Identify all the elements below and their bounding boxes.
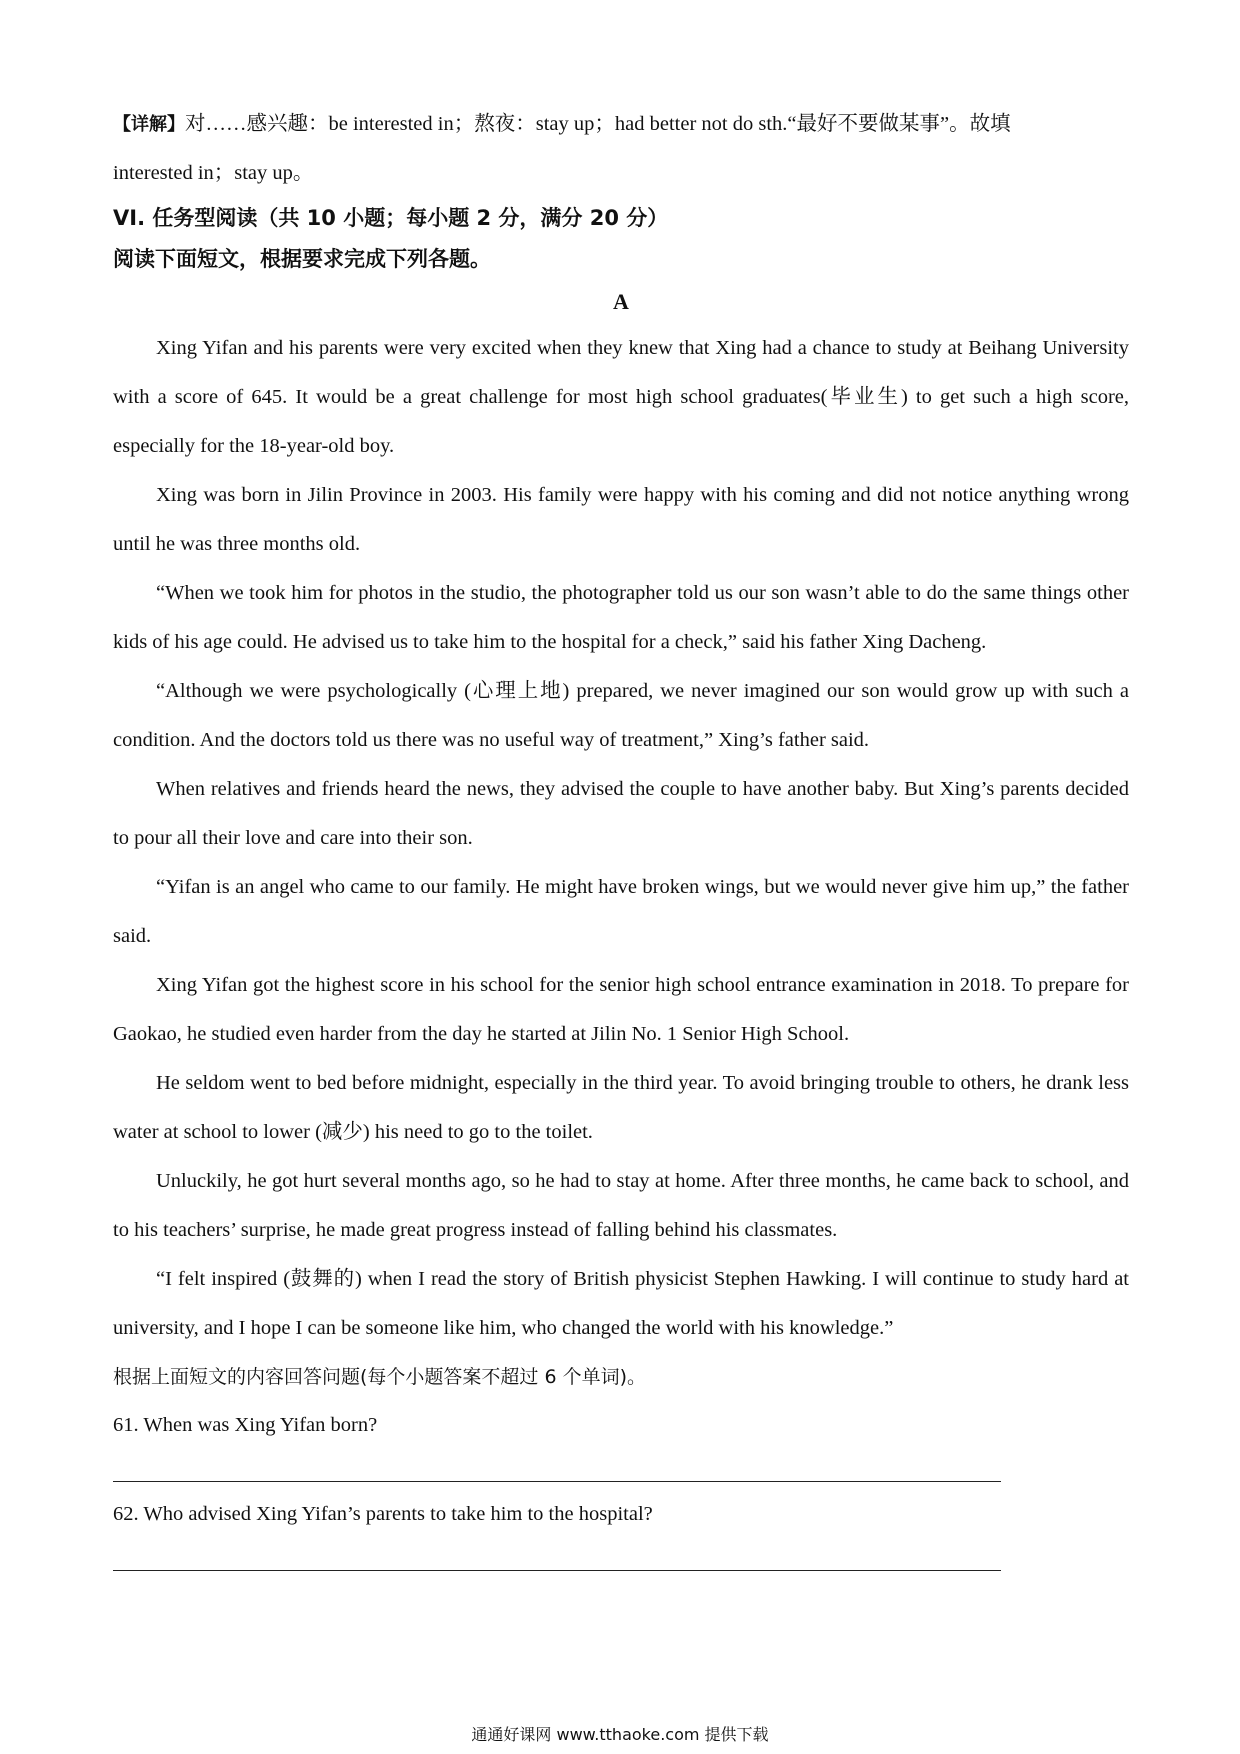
- section-title: VI. 任务型阅读（共 10 小题；每小题 2 分，满分 20 分）: [113, 206, 669, 230]
- passage-paragraph: Xing was born in Jilin Province in 2003. His family were happy with his coming and did not notice anything wrong until he was three months old.: [113, 484, 1129, 555]
- part-label: A: [613, 289, 629, 314]
- answer-line-62[interactable]: [113, 1570, 1001, 1571]
- passage-paragraph: “Although we were psychologically (心理上地) prepared, we never imagined our son would grow up with such a condition. And the doctors told us there was no useful way of treatment,” Xing’s father said.: [113, 680, 1129, 751]
- passage-paragraph: Xing Yifan got the highest score in his school for the senior high school entrance examination in 2018. To prepare for Gaokao, he studied even harder from the day he started at Jilin No. 1 Senior High School.: [113, 974, 1129, 1045]
- section-subtitle: 阅读下面短文，根据要求完成下列各题。: [113, 247, 491, 271]
- detail-label: 【详解】: [113, 114, 185, 135]
- passage-paragraph: When relatives and friends heard the news, they advised the couple to have another baby. But Xing’s parents decided to pour all their love and care into their son.: [113, 778, 1129, 849]
- answer-line-61[interactable]: [113, 1481, 1001, 1482]
- question-61: 61. When was Xing Yifan born?: [113, 1414, 378, 1436]
- passage-paragraph: “I felt inspired (鼓舞的) when I read the story of British physicist Stephen Hawking. I will continue to study hard at university, and I hope I can be someone like him, who changed the world with his knowledge.”: [113, 1268, 1129, 1339]
- passage-paragraph: He seldom went to bed before midnight, especially in the third year. To avoid bringing trouble to others, he drank less water at school to lower (减少) his need to go to the toilet.: [113, 1072, 1129, 1143]
- detail-text-line2: interested in；stay up。: [113, 162, 314, 184]
- passage-paragraph: “Yifan is an angel who came to our family. He might have broken wings, but we would never give him up,” the father said.: [113, 876, 1129, 947]
- question-instruction: 根据上面短文的内容回答问题(每个小题答案不超过 6 个单词)。: [113, 1366, 646, 1388]
- detail-text-line1: 对……感兴趣：be interested in；熬夜：stay up；had better not do sth.“最好不要做某事”。故填: [185, 113, 1011, 135]
- question-62: 62. Who advised Xing Yifan’s parents to take him to the hospital?: [113, 1503, 653, 1525]
- detail-explanation: [113, 100, 1129, 149]
- page-content: [113, 100, 1129, 1581]
- passage-paragraph: Xing Yifan and his parents were very excited when they knew that Xing had a chance to study at Beihang University with a score of 645. It would be a great challenge for most high school graduates(毕业生) to get such a high score, especially for the 18-year-old boy.: [113, 337, 1129, 457]
- passage-paragraph: Unluckily, he got hurt several months ago, so he had to stay at home. After three months, he came back to school, and to his teachers’ surprise, he made great progress instead of falling behind his classmates.: [113, 1170, 1129, 1241]
- passage-paragraph: “When we took him for photos in the studio, the photographer told us our son wasn’t able to do the same things other kids of his age could. He advised us to take him to the hospital for a check,” said his father Xing Dacheng.: [113, 582, 1129, 653]
- page-footer: 通通好课网 www.tthaoke.com 提供下载: [471, 1725, 769, 1744]
